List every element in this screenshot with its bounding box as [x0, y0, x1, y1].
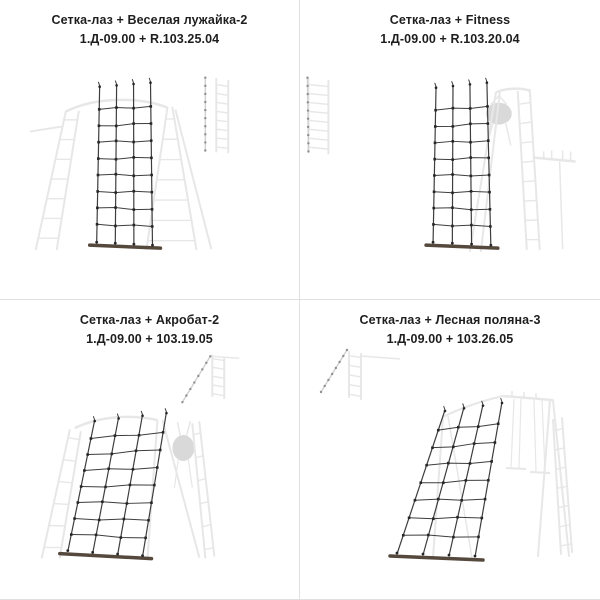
product-title-block: [0, 11, 299, 49]
product-code: 1.Д-09.00 + R.103.20.04: [380, 32, 520, 46]
product-name: Сетка-лаз + Веселая лужайка-2: [51, 13, 248, 27]
product-name: Сетка-лаз + Лесная поляна-3: [359, 313, 541, 327]
product-name: Сетка-лаз + Акробат-2: [79, 313, 220, 327]
punching-bag: [172, 435, 194, 461]
product-title-block: [0, 311, 299, 349]
product-card-top-left: [0, 0, 300, 300]
background-structure: [361, 356, 572, 558]
climbing-net: [60, 409, 168, 559]
background-structure: [42, 356, 239, 557]
background-structure: [470, 89, 576, 252]
climbing-net: [426, 78, 498, 248]
product-name: Сетка-лаз + Fitness: [389, 13, 511, 27]
product-card-bottom-right: [300, 300, 600, 600]
product-code: 1.Д-09.00 + 103.26.05: [386, 332, 514, 346]
mini-net-on-ladder: [306, 77, 328, 154]
mini-net-on-ladder: [320, 349, 361, 399]
product-code: 1.Д-09.00 + R.103.25.04: [79, 32, 220, 46]
swing: [534, 400, 545, 472]
product-card-bottom-left: [0, 300, 300, 600]
mini-net-on-ladder: [181, 355, 224, 403]
product-title-block: [300, 311, 600, 349]
mini-net-on-ladder: [204, 77, 228, 153]
product-card-top-right: [300, 0, 600, 300]
product-code: 1.Д-09.00 + 103.19.05: [86, 332, 213, 346]
climbing-net: [390, 399, 503, 561]
swing: [511, 399, 521, 468]
product-title-block: [300, 11, 600, 49]
